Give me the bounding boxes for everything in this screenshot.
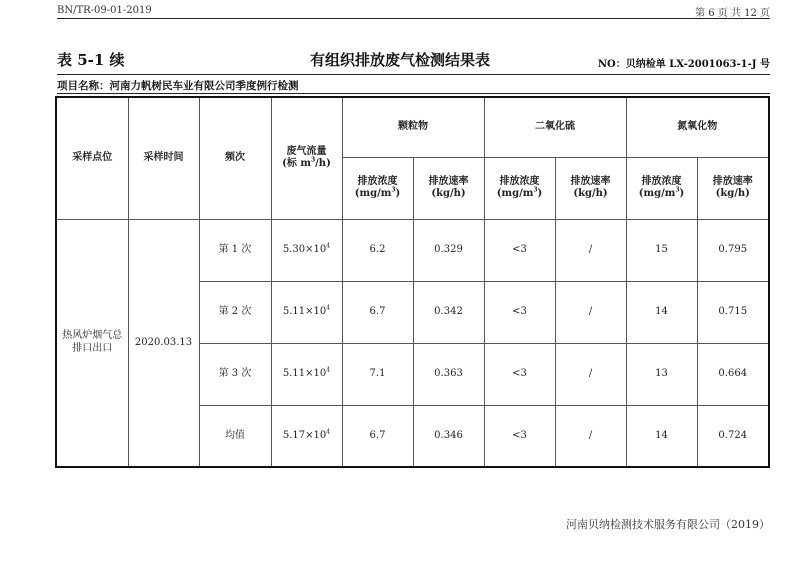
page-title: 有组织排放废气检测结果表 xyxy=(309,51,490,69)
pm-rate-cell: 0.363 xyxy=(413,343,484,405)
so2-conc-cell: <3 xyxy=(484,281,555,343)
project-rule xyxy=(57,93,770,94)
flow-cell: $5.17\times 10^4$ xyxy=(271,405,342,467)
pm-conc-cell: 6.7 xyxy=(342,405,413,467)
header-rule xyxy=(57,18,770,19)
pm-conc-cell: 6.2 xyxy=(342,219,413,281)
header-nox-conc: 排放浓度 $(mg/m^3)$ xyxy=(626,157,697,219)
document-code: BN/TR-09-01-2019 xyxy=(57,5,152,16)
header-time: 采样时间 xyxy=(128,97,199,219)
table-number: 表 5-1 续 xyxy=(57,51,125,69)
header-location: 采样点位 xyxy=(56,97,128,219)
frequency-cell: 均值 xyxy=(199,405,271,467)
so2-rate-cell: / xyxy=(555,343,626,405)
flow-cell: $5.11\times 10^4$ xyxy=(271,343,342,405)
so2-rate-cell: / xyxy=(555,219,626,281)
nox-conc-cell: 14 xyxy=(626,405,697,467)
nox-rate-cell: 0.715 xyxy=(697,281,769,343)
so2-conc-cell: <3 xyxy=(484,343,555,405)
page-indicator: 第 6 页 共 12 页 xyxy=(695,8,770,19)
table-row xyxy=(56,219,769,281)
header-so2: 二氧化硫 xyxy=(484,97,626,157)
flow-cell: $5.30\times 10^4$ xyxy=(271,219,342,281)
title-rule xyxy=(57,74,770,75)
header-pm-conc: 排放浓度 $(mg/m^3)$ xyxy=(342,157,413,219)
header-particulate: 颗粒物 xyxy=(342,97,484,157)
header-nox: 氮氧化物 xyxy=(626,97,769,157)
nox-conc-cell: 14 xyxy=(626,281,697,343)
header-pm-rate: 排放速率 (kg/h) xyxy=(413,157,484,219)
header-flow xyxy=(271,97,342,219)
nox-conc-cell: 15 xyxy=(626,219,697,281)
nox-conc-cell: 13 xyxy=(626,343,697,405)
frequency-cell: 第 2 次 xyxy=(199,281,271,343)
emission-results-table xyxy=(55,96,770,468)
project-name: 项目名称：河南力帆树民车业有限公司季度例行检测 xyxy=(57,80,299,92)
header-flow-unit: (标 $m^3/h$) xyxy=(282,156,331,170)
pm-rate-cell: 0.346 xyxy=(413,405,484,467)
pm-conc-cell: 6.7 xyxy=(342,281,413,343)
header-nox-rate: 排放速率 (kg/h) xyxy=(697,157,769,219)
header-row-1 xyxy=(56,97,769,157)
header-frequency: 频次 xyxy=(199,97,271,219)
header-so2-rate: 排放速率 (kg/h) xyxy=(555,157,626,219)
pm-rate-cell: 0.342 xyxy=(413,281,484,343)
so2-conc-cell: <3 xyxy=(484,219,555,281)
sampling-location: 热风炉烟气总排口出口 xyxy=(56,219,128,467)
pm-conc-cell: 7.1 xyxy=(342,343,413,405)
sampling-date: 2020.03.13 xyxy=(128,219,199,467)
footer-company: 河南贝纳检测技术服务有限公司（2019） xyxy=(566,518,770,531)
pm-rate-cell: 0.329 xyxy=(413,219,484,281)
frequency-cell: 第 1 次 xyxy=(199,219,271,281)
frequency-cell: 第 3 次 xyxy=(199,343,271,405)
nox-rate-cell: 0.724 xyxy=(697,405,769,467)
report-number: NO：贝纳检单 LX-2001063-1-J 号 xyxy=(597,59,770,70)
so2-conc-cell: <3 xyxy=(484,405,555,467)
flow-cell: $5.11\times 10^4$ xyxy=(271,281,342,343)
nox-rate-cell: 0.664 xyxy=(697,343,769,405)
header-so2-conc: 排放浓度 $(mg/m^3)$ xyxy=(484,157,555,219)
so2-rate-cell: / xyxy=(555,281,626,343)
so2-rate-cell: / xyxy=(555,405,626,467)
header-flow-label: 废气流量 xyxy=(286,145,327,157)
nox-rate-cell: 0.795 xyxy=(697,219,769,281)
